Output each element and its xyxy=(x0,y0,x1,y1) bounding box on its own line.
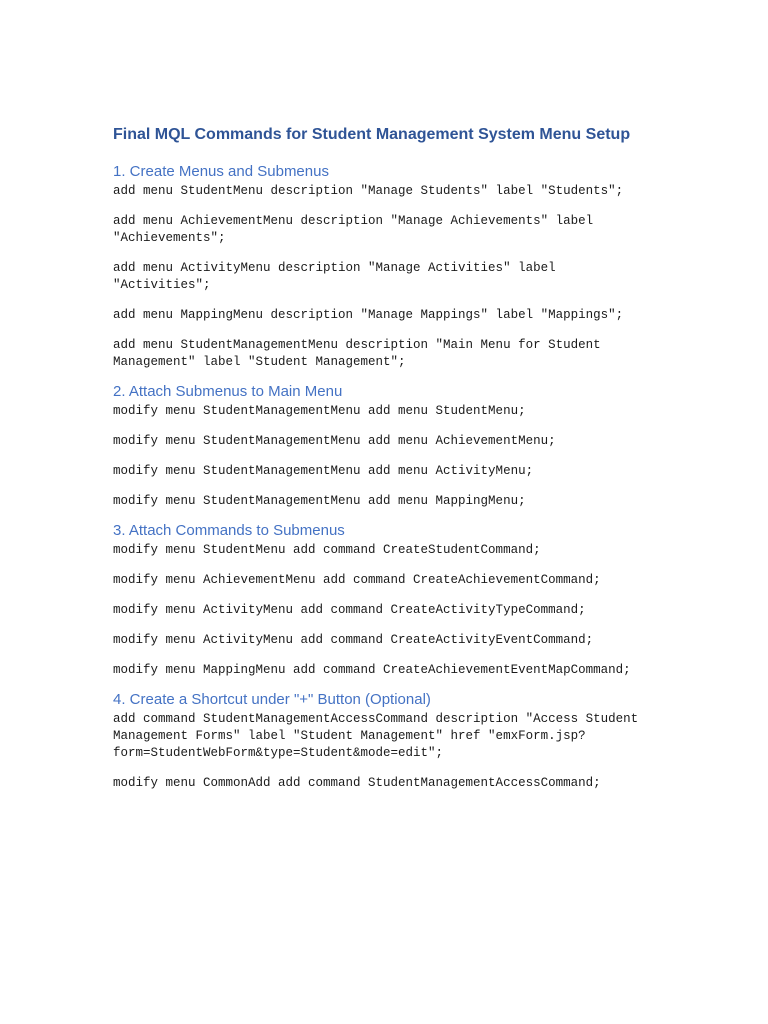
command-line: add menu MappingMenu description "Manage Mappings" label "Mappings"; xyxy=(113,308,624,322)
section-shortcut xyxy=(113,690,658,792)
command-line: modify menu StudentManagementMenu add menu StudentMenu; xyxy=(113,404,526,418)
command-line: add command StudentManagementAccessCommand description "Access Student Management Forms" label "Student Management" href "emxForm.jsp?form=StudentWebForm&type=Student&mode=edit"; xyxy=(113,712,646,760)
command-line: modify menu StudentManagementMenu add menu ActivityMenu; xyxy=(113,464,534,478)
command-line: modify menu StudentMenu add command CreateStudentCommand; xyxy=(113,543,541,557)
section-attach-submenus xyxy=(113,382,658,510)
command-line: add menu StudentManagementMenu description "Main Menu for Student Management" label "Student Management"; xyxy=(113,338,609,369)
section-heading: 2. Attach Submenus to Main Menu xyxy=(113,383,343,400)
command-line: add menu ActivityMenu description "Manage Activities" label "Activities"; xyxy=(113,261,564,292)
command-line: modify menu ActivityMenu add command CreateActivityTypeCommand; xyxy=(113,603,586,617)
section-attach-commands xyxy=(113,521,658,679)
command-line: add menu AchievementMenu description "Manage Achievements" label "Achievements"; xyxy=(113,214,601,245)
document-title: Final MQL Commands for Student Management System Menu Setup xyxy=(113,126,631,143)
command-line: modify menu StudentManagementMenu add menu AchievementMenu; xyxy=(113,434,556,448)
command-line: modify menu CommonAdd add command StudentManagementAccessCommand; xyxy=(113,776,601,790)
command-line: modify menu AchievementMenu add command CreateAchievementCommand; xyxy=(113,573,601,587)
command-line: modify menu StudentManagementMenu add menu MappingMenu; xyxy=(113,494,526,508)
command-line: modify menu ActivityMenu add command CreateActivityEventCommand; xyxy=(113,633,594,647)
command-line: add menu StudentMenu description "Manage Students" label "Students"; xyxy=(113,184,624,198)
section-heading: 3. Attach Commands to Submenus xyxy=(113,522,345,539)
section-create-menus xyxy=(113,162,658,371)
section-heading: 1. Create Menus and Submenus xyxy=(113,163,329,180)
section-heading: 4. Create a Shortcut under "+" Button (Optional) xyxy=(113,691,431,708)
command-line: modify menu MappingMenu add command CreateAchievementEventMapCommand; xyxy=(113,663,631,677)
